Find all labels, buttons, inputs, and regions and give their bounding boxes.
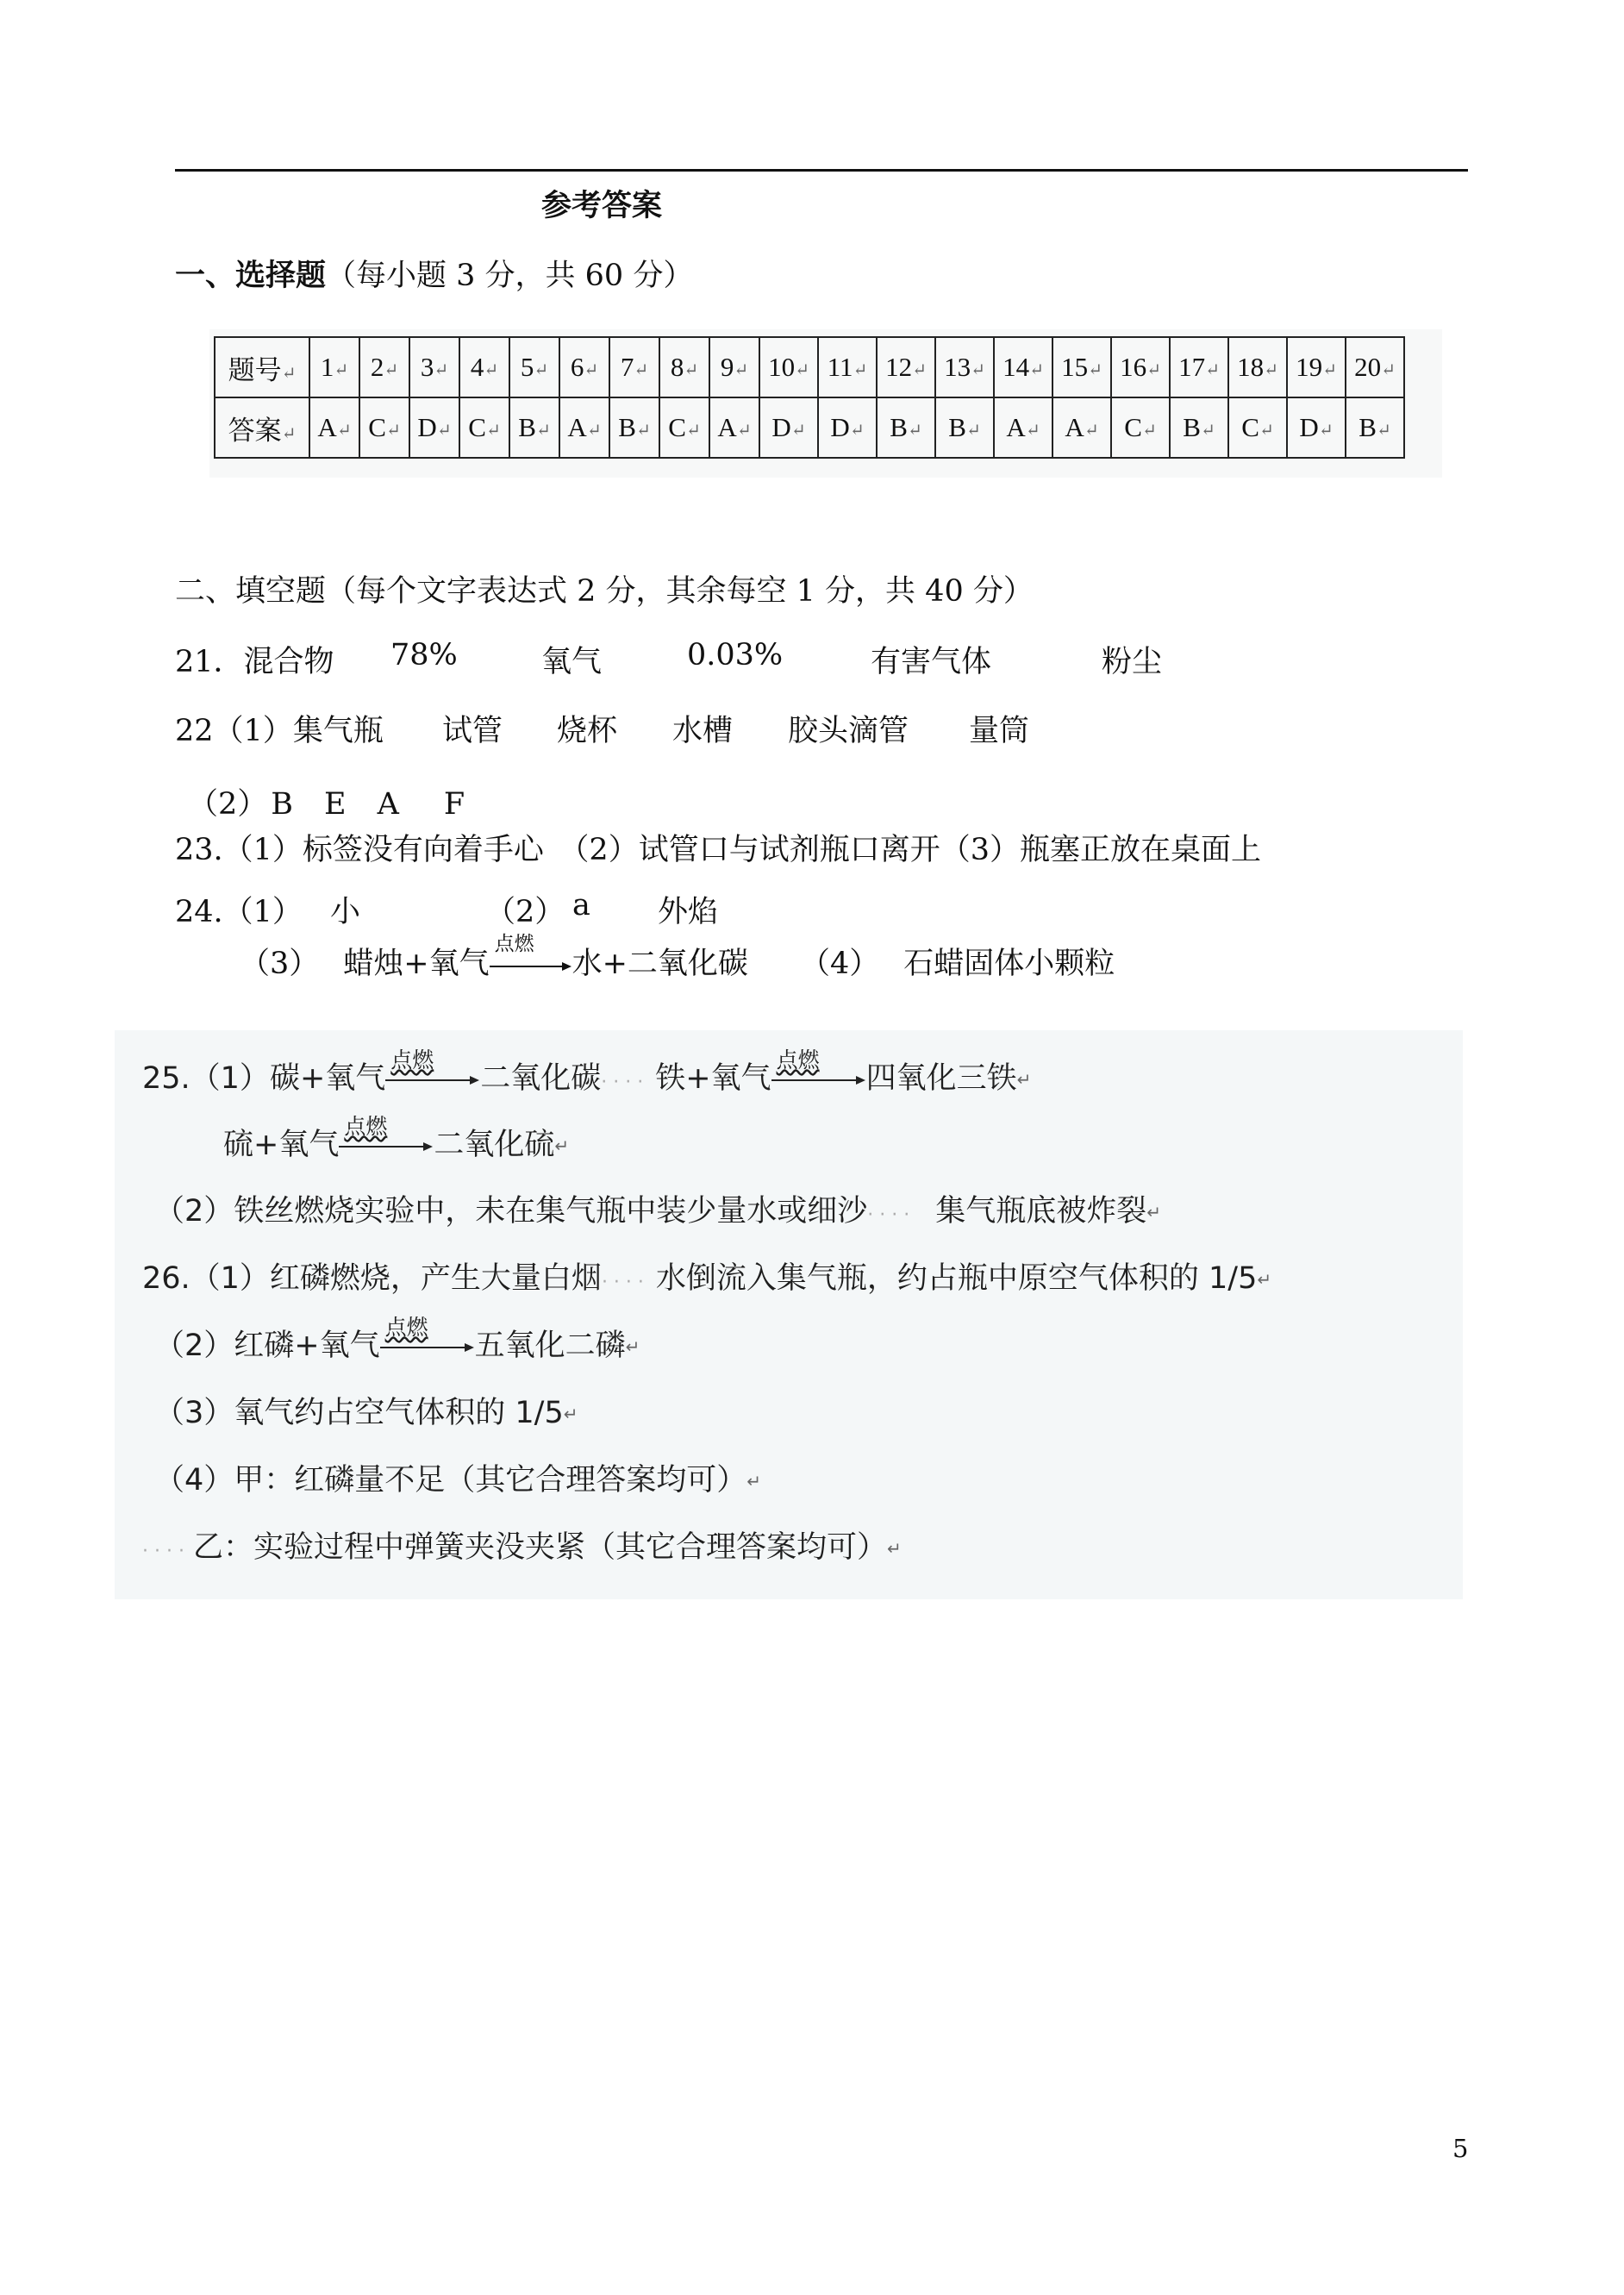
table-cell-number: 3↵ xyxy=(409,337,459,397)
table-cell-number: 7↵ xyxy=(609,337,659,397)
table-cell-answer: C↵ xyxy=(1111,397,1170,458)
q24-answer: 小 xyxy=(330,895,361,929)
q26-part3-text: （3）氧气约占空气体积的 1/5 xyxy=(154,1396,564,1430)
table-cell-answer: B↵ xyxy=(877,397,935,458)
table-row-answers xyxy=(215,397,1404,458)
section2-note: （每个文字表达式 2 分，其余每空 1 分，共 40 分） xyxy=(326,574,1034,609)
section1-heading xyxy=(175,252,693,295)
q26-part1-result: 水倒流入集气瓶，约占瓶中原空气体积的 1/5 xyxy=(655,1261,1258,1296)
q26-part-label: （2） xyxy=(154,1329,234,1363)
q26-line3: （3）氧气约占空气体积的 1/5↵ xyxy=(154,1396,578,1430)
q24-part-label: （4） xyxy=(799,947,880,981)
table-cell-answer: A↵ xyxy=(709,397,759,458)
q22-part2-answer: A xyxy=(377,787,399,822)
q25-part2-result: 集气瓶底被炸裂 xyxy=(935,1194,1147,1229)
table-cell-answer: C↵ xyxy=(1228,397,1287,458)
q21-number: 21． xyxy=(175,645,244,679)
q24-answer: 外焰 xyxy=(658,895,719,929)
table-cell-number: 11↵ xyxy=(818,337,877,397)
q26-part4-text: （4）甲：红磷量不足（其它合理答案均可） xyxy=(154,1463,747,1498)
reaction-condition: 点燃 xyxy=(390,1047,434,1072)
q22-number: 22（1） xyxy=(175,714,293,748)
q22-answer: 胶头滴管 xyxy=(788,714,909,748)
reaction-arrow xyxy=(385,1047,480,1097)
table-cell-answer: B↵ xyxy=(1170,397,1228,458)
table-cell-answer: B↵ xyxy=(609,397,659,458)
q22-part2-label: （2） xyxy=(188,787,268,822)
q26-reactants: 红磷+氧气 xyxy=(234,1329,380,1363)
table-cell-answer: B↵ xyxy=(1346,397,1404,458)
q26-line5: · · · · 乙：实验过程中弹簧夹没夹紧（其它合理答案均可）↵ xyxy=(142,1530,902,1565)
q24-answer: 石蜡固体小颗粒 xyxy=(903,947,1115,981)
answer-table xyxy=(214,336,1405,459)
q25-line1: 25.（1）碳+氧气 点燃 二氧化碳· · · · 铁+氧气 点燃 四氧化三铁↵ xyxy=(142,1054,1031,1097)
reaction-arrow xyxy=(339,1114,434,1163)
table-cell-answer: D↵ xyxy=(1287,397,1346,458)
table-cell-number: 12↵ xyxy=(877,337,935,397)
section2-heading xyxy=(175,567,1034,610)
page-number: 5 xyxy=(1452,2134,1469,2163)
section2-title: 二、填空题 xyxy=(175,574,327,609)
dot-leader: · · · · xyxy=(867,1204,910,1226)
q22-part2-answer: F xyxy=(443,787,465,822)
q24-answer: a xyxy=(572,888,590,922)
q26-line1: 26.（1）红磷燃烧，产生大量白烟· · · · 水倒流入集气瓶，约占瓶中原空气体积的 1/5↵ xyxy=(142,1261,1272,1296)
table-cell-answer: D↵ xyxy=(759,397,818,458)
q25-part2-text: （2）铁丝燃烧实验中，未在集气瓶中装少量水或细沙 xyxy=(154,1194,868,1229)
q21-answer: 粉尘 xyxy=(1102,645,1163,679)
q25-line2: 硫+氧气 点燃 二氧化硫↵ xyxy=(223,1121,569,1164)
table-cell-number: 1↵ xyxy=(309,337,359,397)
table-cell-answer: A↵ xyxy=(559,397,609,458)
q24-products: 水+二氧化碳 xyxy=(572,947,748,981)
table-cell-answer: D↵ xyxy=(409,397,459,458)
table-header-number: 题号↵ xyxy=(215,337,309,397)
table-cell-number: 13↵ xyxy=(935,337,994,397)
dot-leader: · · · · xyxy=(601,1272,644,1293)
q22-answer: 水槽 xyxy=(672,714,734,748)
q25-number: 25.（1） xyxy=(142,1061,270,1096)
table-cell-answer: A↵ xyxy=(309,397,359,458)
reaction-arrow xyxy=(380,1315,475,1364)
table-cell-number: 5↵ xyxy=(509,337,559,397)
q24-part-label: （2） xyxy=(485,895,565,929)
q25-products: 二氧化碳 xyxy=(480,1061,602,1096)
reaction-condition: 点燃 xyxy=(776,1047,820,1072)
q22-answer: 烧杯 xyxy=(557,714,618,748)
q25-reactants: 碳+氧气 xyxy=(269,1061,386,1096)
dot-leader: · · · · xyxy=(142,1541,184,1562)
q24-line2 xyxy=(240,932,1115,983)
section1-title: 一、选择题 xyxy=(175,258,327,293)
q21-answer: 混合物 xyxy=(243,645,334,679)
q22-line xyxy=(175,707,384,750)
q26-part4b-text: 乙：实验过程中弹簧夹没夹紧（其它合理答案均可） xyxy=(192,1530,887,1565)
section1-note: （每小题 3 分，共 60 分） xyxy=(326,259,694,293)
table-cell-answer: A↵ xyxy=(1052,397,1111,458)
table-cell-answer: C↵ xyxy=(359,397,409,458)
q26-line4: （4）甲：红磷量不足（其它合理答案均可）↵ xyxy=(154,1463,762,1498)
table-cell-answer: A↵ xyxy=(994,397,1052,458)
table-cell-number: 2↵ xyxy=(359,337,409,397)
table-cell-number: 19↵ xyxy=(1287,337,1346,397)
dot-leader: · · · · xyxy=(601,1072,644,1093)
q25-products: 二氧化硫 xyxy=(434,1128,555,1162)
scanned-answer-image xyxy=(115,1030,1463,1599)
q25-products: 四氧化三铁 xyxy=(865,1061,1017,1096)
q26-line2: （2）红磷+氧气 点燃 五氧化二磷↵ xyxy=(154,1322,640,1365)
q25-reactants: 硫+氧气 xyxy=(223,1128,340,1162)
q24-part-label: （3） xyxy=(240,947,320,981)
table-cell-number: 14↵ xyxy=(994,337,1052,397)
q22-answer: 试管 xyxy=(442,714,503,748)
table-cell-number: 10↵ xyxy=(759,337,818,397)
q24-reactants: 蜡烛+氧气 xyxy=(343,947,490,981)
table-cell-answer: C↵ xyxy=(659,397,709,458)
q26-part1-text: 26.（1）红磷燃烧，产生大量白烟 xyxy=(142,1261,602,1296)
table-cell-number: 8↵ xyxy=(659,337,709,397)
q22-part2-answer: B xyxy=(271,787,294,822)
table-cell-number: 15↵ xyxy=(1052,337,1111,397)
table-cell-number: 9↵ xyxy=(709,337,759,397)
reaction-condition: 点燃 xyxy=(494,932,534,955)
table-cell-answer: B↵ xyxy=(509,397,559,458)
q21-line xyxy=(175,638,334,681)
table-cell-number: 17↵ xyxy=(1170,337,1228,397)
q22-answer: 集气瓶 xyxy=(292,714,384,748)
table-header-answer: 答案↵ xyxy=(215,397,309,458)
table-cell-number: 20↵ xyxy=(1346,337,1404,397)
table-cell-number: 4↵ xyxy=(459,337,509,397)
header-rule xyxy=(175,169,1468,172)
reaction-condition: 点燃 xyxy=(384,1315,428,1340)
q22-answer: 量筒 xyxy=(969,714,1030,748)
table-cell-number: 16↵ xyxy=(1111,337,1170,397)
q21-answer: 0.03% xyxy=(687,638,784,672)
q23-line: 23.（1）标签没有向着手心 （2）试管口与试剂瓶口离开（3）瓶塞正放在桌面上 xyxy=(175,833,1261,867)
reaction-condition: 点燃 xyxy=(344,1114,388,1139)
q26-products: 五氧化二磷 xyxy=(474,1329,626,1363)
reaction-arrow xyxy=(490,932,572,983)
q22-part2 xyxy=(188,780,465,823)
q21-answer: 有害气体 xyxy=(871,645,992,679)
table-cell-number: 18↵ xyxy=(1228,337,1287,397)
q21-answer: 78% xyxy=(390,638,458,672)
q22-part2-answer: E xyxy=(324,787,347,822)
q21-answer: 氧气 xyxy=(541,645,603,679)
table-cell-number: 6↵ xyxy=(559,337,609,397)
q25-reactants: 铁+氧气 xyxy=(655,1061,771,1096)
table-cell-answer: C↵ xyxy=(459,397,509,458)
q24-number: 24.（1） xyxy=(175,895,303,929)
table-cell-answer: D↵ xyxy=(818,397,877,458)
table-cell-answer: B↵ xyxy=(935,397,994,458)
q25-line3: （2）铁丝燃烧实验中，未在集气瓶中装少量水或细沙· · · · 集气瓶底被炸裂↵ xyxy=(154,1194,1162,1229)
reaction-arrow xyxy=(771,1047,866,1097)
table-row-numbers xyxy=(215,337,1404,397)
answer-table-block xyxy=(209,329,1442,478)
page-title: 参考答案 xyxy=(541,188,663,223)
